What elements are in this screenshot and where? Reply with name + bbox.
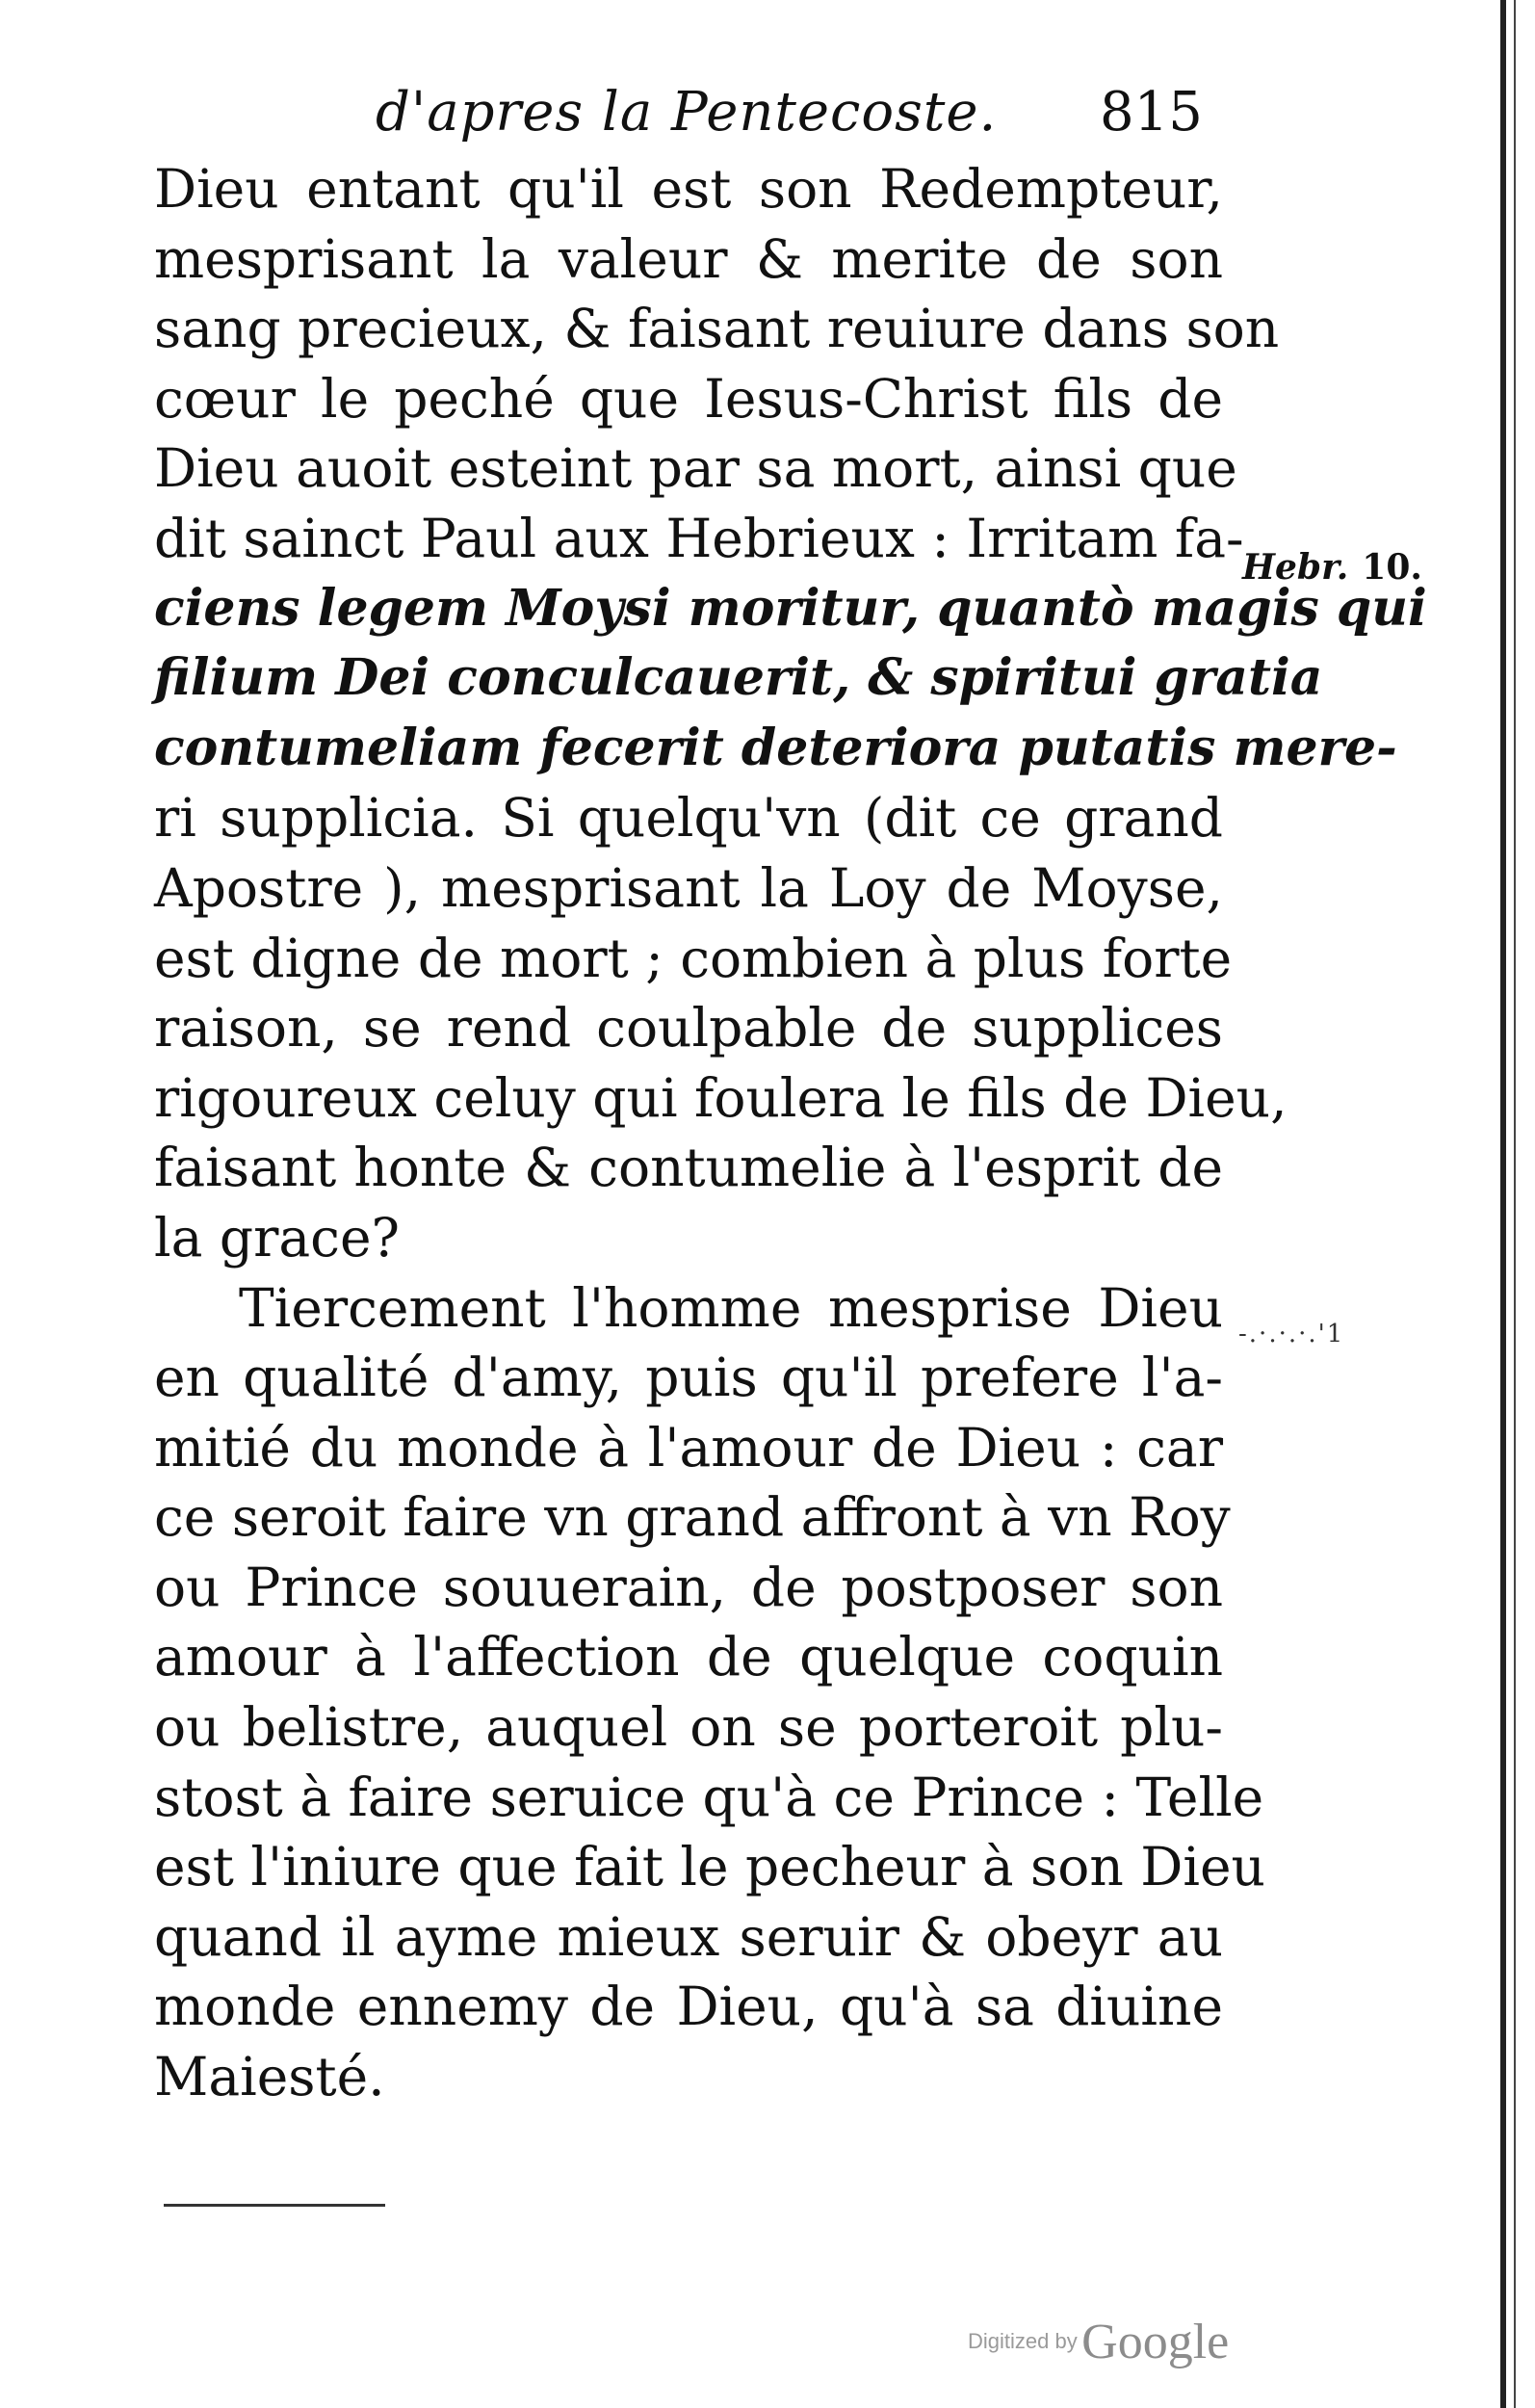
text-line: amour à l'affection de quelque coquin: [154, 1626, 1223, 1688]
text-line: stost à faire seruice qu'à ce Prince : Telle: [154, 1766, 1264, 1828]
text-line: monde ennemy de Dieu, qu'à sa diuine: [154, 1976, 1223, 2038]
text-line: Apostre ), mesprisant la Loy de Moyse,: [154, 856, 1223, 919]
text-line: ri supplicia. Si quelqu'vn (dit ce grand: [154, 787, 1223, 850]
page-edge-shadow: [1500, 0, 1506, 2408]
latin-quote-line: contumeliam fecerit deteriora putatis mere-: [154, 718, 1397, 777]
text-line: sang precieux, & faisant reuiure dans son: [154, 298, 1280, 360]
latin-quote-line: filium Dei conculcauerit, & spiritui gratia: [154, 648, 1323, 708]
page-number: 815: [1100, 81, 1203, 144]
text-line: dit sainct Paul aux Hebrieux : Irritam fa-: [154, 507, 1244, 569]
text-line: Maiesté.: [154, 2046, 385, 2108]
stray-print-mark: -.·.·.·.'1: [1238, 1320, 1345, 1348]
text-line: mitié du monde à l'amour de Dieu : car: [154, 1416, 1223, 1479]
google-logo: Google: [1081, 2315, 1230, 2369]
text-line: Dieu auoit esteint par sa mort, ainsi que: [154, 437, 1237, 500]
text-line: la grace?: [154, 1206, 400, 1269]
margin-reference-chapter: 10.: [1362, 547, 1422, 588]
text-line: faisant honte & contumelie à l'esprit de: [154, 1137, 1223, 1199]
text-line: ou Prince souuerain, de postposer son: [154, 1556, 1223, 1618]
running-title: d'apres la Pentecoste.: [376, 81, 998, 144]
text-line: raison, se rend coulpable de supplices: [154, 997, 1223, 1060]
text-line: en qualité d'amy, puis qu'il prefere l'a-: [154, 1347, 1223, 1409]
latin-quote-line: ciens legem Moysi moritur, quantò magis qui: [154, 578, 1427, 638]
text-line: cœur le peché que Iesus-Christ fils de: [154, 367, 1223, 430]
text-line: rigoureux celuy qui foulera le fils de Dieu,: [154, 1066, 1288, 1129]
end-rule: [164, 2204, 385, 2207]
watermark-prefix: Digitized by: [968, 2329, 1078, 2353]
text-line: Dieu entant qu'il est son Redempteur,: [154, 158, 1223, 220]
text-line: quand il ayme mieux seruir & obeyr au: [154, 1905, 1223, 1968]
text-line: est digne de mort ; combien à plus forte: [154, 927, 1233, 989]
paragraph-start-line: Tiercement l'homme mesprise Dieu: [239, 1276, 1223, 1339]
text-line: mesprisant la valeur & merite de son: [154, 227, 1223, 290]
text-line: est l'iniure que fait le pecheur à son Dieu: [154, 1836, 1265, 1898]
page-edge-line: [1514, 0, 1516, 2408]
text-line: ce seroit faire vn grand affront à vn Roy: [154, 1486, 1231, 1549]
text-line: ou belistre, auquel on se porteroit plu-: [154, 1696, 1223, 1759]
margin-reference-book: Hebr.: [1242, 547, 1349, 588]
digitization-watermark: [968, 2314, 1229, 2370]
